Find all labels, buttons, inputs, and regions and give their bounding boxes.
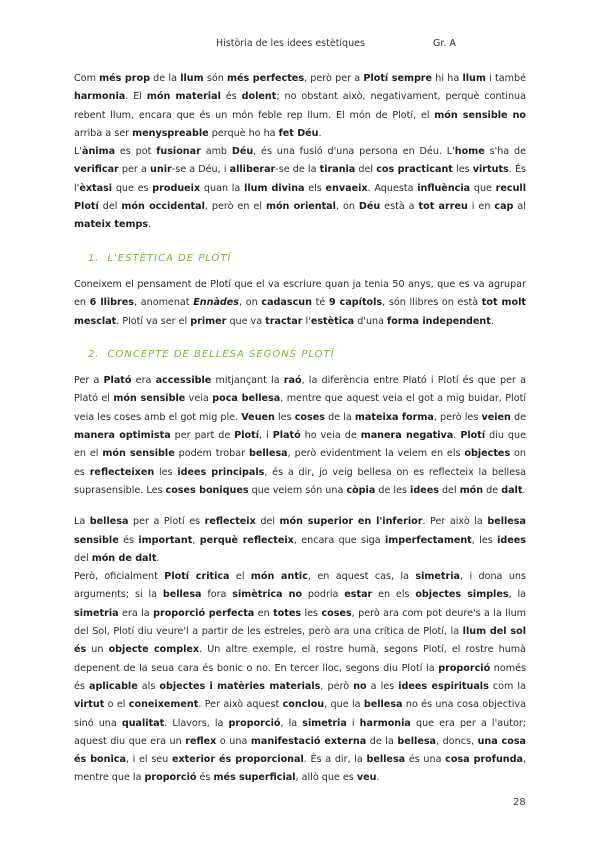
bold-term: manifestació externa [250,735,367,747]
bold-term: estar [344,589,373,601]
bold-term: Plotí [234,430,260,442]
bold-term: unir [150,164,172,176]
section-title: L'ESTÈTICA DE PLOTÍ [107,252,232,264]
bold-term: imperfectament [385,534,472,546]
bold-term: simètrica no [232,589,303,601]
bold-term: llum [462,73,486,84]
bold-term: proporció perfecta [153,607,255,619]
paragraph: Per a Plató era accessible mitjançant la raó, la diferència entre Plató i Plotí és que per a Plató el món sensible veia poca bellesa, mentre que aquest veia el got a mig buidar, Plotí veia les coses amb el got mig ple. Veuen les coses de la mateixa forma, però les veien de manera optimista per part de Plotí, i Plató ho veia de manera negativa. Plotí diu que en el món sensible podem trobar bellesa, però evidentment la veiem en els objectes on es reflecteixen les idees principals, és a dir, jo veig bellesa on es reflecteix la bellesa suprasensible. Les coses boniques que veiem són una còpia de les idees del món de dalt. [74,375,527,496]
bold-term: harmonia [74,91,126,103]
bold-term: verificar [74,164,119,176]
bold-term: veu [356,772,377,784]
bold-term: estètica [310,315,355,327]
bold-term: reflex [185,735,217,747]
bold-term: recull Plotí [74,182,527,213]
bold-term: idees [497,534,527,546]
bold-term: Déu [358,201,381,213]
bold-term: veien [481,411,511,423]
bold-term: primer [190,315,227,327]
bold-term: dolent [241,91,277,103]
bold-term: influència [417,182,471,194]
bold-term: simetria [415,571,460,583]
bold-term: idees espirituals [398,680,489,692]
group-label: Gr. A [433,38,456,49]
bold-term: simetria [302,717,347,729]
bold-term: cadascun [261,297,312,309]
bold-term: produeix [152,182,201,194]
bold-term: còpia [346,484,376,496]
bold-term: proporció [438,662,491,674]
bold-term: coses [294,411,325,423]
bold-term: Plotí sempre [363,73,433,84]
bold-term: món antic [250,571,308,583]
bold-term: reflecteix [204,516,256,528]
document-title: Història de les idees estètiques [216,38,365,49]
bold-term: bellesa [89,516,129,528]
bold-term: món sensible [102,448,175,460]
bold-term: més superficial [213,772,296,784]
bold-term: cos practicant [376,164,453,176]
paragraph: Coneixem el pensament de Plotí que el va escriure quan ja tenia 50 anys, que es va agrupar en 6 llibres, anomenat Ennàdes, on cadascun té 9 capítols, són llibres on està tot molt mesclat. Plotí va ser el primer que va tractar l'estètica d'una forma independent. [74,278,526,327]
bold-term: important [138,534,193,546]
bold-term: Déu [231,146,254,158]
paragraph: La bellesa per a Plotí es reflecteix del món superior en l'inferior. Per això la bellesa sensible és important, perquè reflecteix, encara que siga imperfectament, les idees del món de dalt. [74,516,527,564]
bold-term: poca bellesa [212,393,281,405]
bold-term: món de dalt [91,552,157,564]
bold-term: Veuen [241,411,275,423]
bold-term: més perfectes [227,73,305,84]
bold-term: objecte complex [108,644,200,656]
bold-term: manera optimista [74,430,171,442]
bold-term: bellesa [366,754,406,766]
section-title: CONCEPTE DE BELLESA SEGONS PLOTÍ [107,348,335,360]
bold-term: tirania [319,164,356,176]
bold-term: Plotí [460,430,486,442]
paragraph: Com més prop de la llum són més perfectes, però per a Plotí sempre hi ha llum i també harmonia. El món material és dolent; no obstant això, negativament, perquè continua rebent llum, encara que és un món feble rep llum. El món de Plotí, el món sensible no arriba a ser menyspreable perquè ho ha fet Déu. [74,73,527,139]
bold-term: no [353,680,367,692]
bold-term: objectes i matèries materials [159,680,321,692]
bold-term: llum divina [244,182,305,194]
bold-term: coneixement [128,699,199,711]
bold-term: 9 capítols [329,297,383,309]
bold-term: menyspreable [132,127,209,139]
bold-term: simetria [74,607,119,619]
bold-term: bellesa [249,448,288,460]
bold-term: fusionar [156,146,201,158]
bold-term: coses [321,607,352,619]
page-number: 28 [513,797,526,808]
section-heading [88,346,526,364]
paragraph: L'ànima es pot fusionar amb Déu, és una fusió d'una persona en Déu. L'home s'ha de verificar per a unir-se a Déu, i alliberar-se de la tirania del cos practicant les virtuts. És l'èxtasi que es produeix quan la llum divina els envaeix. Aquesta influència que recull Plotí del món occidental, però en el món oriental, on Déu està a tot arreu i en cap al mateix temps. [74,146,527,231]
bold-term: bellesa sensible [74,516,526,546]
bold-term: una cosa és bonica [74,735,527,766]
section-number: 2. [88,348,100,360]
bold-term: proporció [144,772,197,784]
bold-term: proporció [228,717,281,729]
bold-term: exterior és proporcional [171,754,304,766]
bold-term: món [459,484,484,496]
bold-term: món sensible no [434,109,526,121]
bold-term: cosa profunda [445,754,523,766]
bold-term: totes [273,607,302,619]
bold-term: home [454,146,485,158]
bold-term: objectes simples [415,589,509,601]
bold-term: món superior en l'inferior [279,516,423,528]
bold-term: qualitat [121,717,165,729]
bold-term: raó [283,375,302,387]
bold-term: món occidental [121,201,205,213]
bold-term: objectes [464,448,511,460]
bold-term: idees principals [177,466,265,478]
bold-term: Plató [103,375,132,387]
bold-term: ànima [81,146,116,158]
bold-term: bellesa [162,589,202,601]
bold-term: alliberar [229,164,276,176]
bold-term: cap [494,201,514,213]
bold-term: dalt [501,484,523,496]
bold-term: èxtasi [79,182,113,194]
bold-term: Plató [272,430,301,442]
bold-term: Plotí critica [164,571,230,583]
bold-term: mateixa forma [354,411,434,423]
bold-term: llum del sol és [74,626,526,656]
paragraph: Però, oficialment Plotí critica el món antic, en aquest cas, la simetria, i dona uns arguments; si la bellesa fora simètrica no podria estar en els objectes simples, la simetria era la proporció perfecta en totes les coses, però ara com pot deure's a la llum del Sol, Plotí diu veure'l a partir de les estreles, però ara una crítica de Plotí, la llum del sol és un objecte complex. Un altre exemple, el rostre humà, segons Plotí, el rostre humà depenent de la seua cara és bonic o no. En tercer lloc, segons diu Plotí la proporció només és aplicable als objectes i matèries materials, però no a les idees espirituals com la virtut o el coneixement. Per això aquest conclou, que la bellesa no és una cosa objectiva sinó una qualitat. Llavors, la proporció, la simetria i harmonia que era per a l'autor; aquest diu que era un reflex o una manifestació externa de la bellesa, doncs, una cosa és bonica, i el seu exterior és proporcional. És a dir, la bellesa és una cosa profunda, mentre que la proporció és més superficial, allò que es veu. [74,571,527,784]
bold-term: bellesa [397,735,437,747]
section-number: 1. [88,252,100,264]
bold-term: virtut [74,699,105,711]
bold-term: harmonia [359,717,411,729]
bold-term: Ennàdes [193,297,240,309]
bold-term: més prop [99,73,150,84]
bold-term: tractar [265,315,303,327]
bold-term: llum [180,73,204,84]
bold-term: 6 llibres [89,297,135,309]
bold-term: virtuts [472,164,509,176]
bold-term: bellesa [363,699,403,711]
bold-term: accessible [155,375,212,387]
bold-term: perquè reflecteix [199,534,294,546]
bold-term: mateix temps [74,219,149,231]
section-heading [88,250,526,268]
bold-term: idees [410,484,439,496]
bold-term: fet Déu [278,127,319,139]
bold-term: món sensible [113,393,186,405]
bold-term: reflecteixen [89,466,155,478]
document-body [74,70,526,788]
bold-term: món material [146,91,221,103]
bold-term: coses boniques [165,484,249,496]
bold-term: aplicable [88,680,138,692]
bold-term: manera negativa [360,430,454,442]
bold-term: món oriental [265,201,336,213]
bold-term: envaeix [325,182,368,194]
bold-term: forma independent [387,315,491,327]
bold-term: conclou [282,699,325,711]
bold-term: tot molt mesclat [74,297,526,327]
bold-term: tot arreu [418,201,468,213]
